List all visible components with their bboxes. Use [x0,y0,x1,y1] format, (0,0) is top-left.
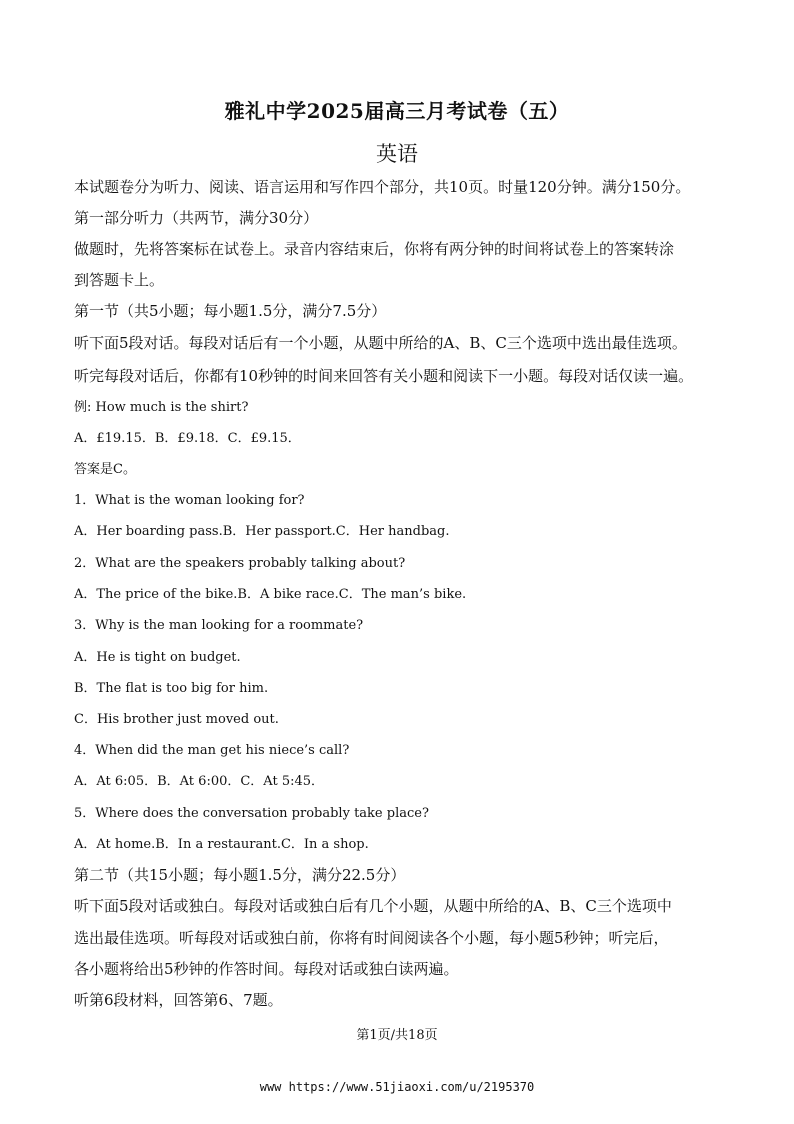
text-line: 听第6段材料，回答第6、7题。 [74,991,283,1009]
text-line: A．£19.15．B．£9.18．C．£9.15． [74,431,301,446]
text-line: 2．What are the speakers probably talking about? [74,556,406,571]
text-line: 第二节（共15小题；每小题1.5分，满分22.5分） [74,866,406,884]
exam-title: 雅礼中学2025届高三月考试卷（五） [224,99,570,123]
text-line: 1．What is the woman looking for? [74,493,305,508]
text-line: 5．Where does the conversation probably take place? [74,806,429,821]
text-line: 3．Why is the man looking for a roommate? [74,618,364,633]
text-line: 听下面5段对话或独白。每段对话或独白后有几个小题，从题中所给的A、B、C三个选项中 [74,897,672,915]
text-line: C．His brother just moved out. [74,712,279,727]
text-line: A．Her boarding pass.B．Her passport.C．Her handbag. [74,524,450,539]
text-line: 本试题卷分为听力、阅读、语言运用和写作四个部分，共10页。时量120分钟。满分150分。 [74,178,691,196]
text-line: 到答题卡上。 [74,271,165,289]
text-line: A．The price of the bike.B．A bike race.C．The man’s bike. [74,587,467,602]
text-line: 做题时，先将答案标在试卷上。录音内容结束后，你将有两分钟的时间将试卷上的答案转涂 [74,240,675,258]
text-line: 4．When did the man get his niece’s call? [74,743,350,758]
text-line: 答案是C。 [74,462,136,477]
text-line: 第一部分听力（共两节，满分30分） [74,209,319,227]
text-line: A．At 6:05．B．At 6:00．C．At 5:45． [74,774,325,789]
exam-subject: 英语 [376,142,418,166]
text-line: A．At home.B．In a restaurant.C．In a shop. [74,837,369,852]
text-line: 例: How much is the shirt? [74,400,249,415]
text-line: 听完每段对话后，你都有10秒钟的时间来回答有关小题和阅读下一小题。每段对话仅读一遍。 [74,367,694,385]
text-line: B．The flat is too big for him. [74,681,269,696]
text-line: 听下面5段对话。每段对话后有一个小题，从题中所给的A、B、C三个选项中选出最佳选项。 [74,334,687,352]
page-number: 第1页/共18页 [356,1028,438,1043]
text-line: 第一节（共5小题；每小题1.5分，满分7.5分） [74,302,387,320]
text-line: 各小题将给出5秒钟的作答时间。每段对话或独白读两遍。 [74,960,459,978]
text-line: 选出最佳选项。听每段对话或独白前，你将有时间阅读各个小题，每小题5秒钟；听完后， [74,929,669,947]
text-line: A．He is tight on budget. [74,650,241,665]
watermark-url: www https://www.51jiaoxi.com/u/2195370 [259,1080,535,1094]
